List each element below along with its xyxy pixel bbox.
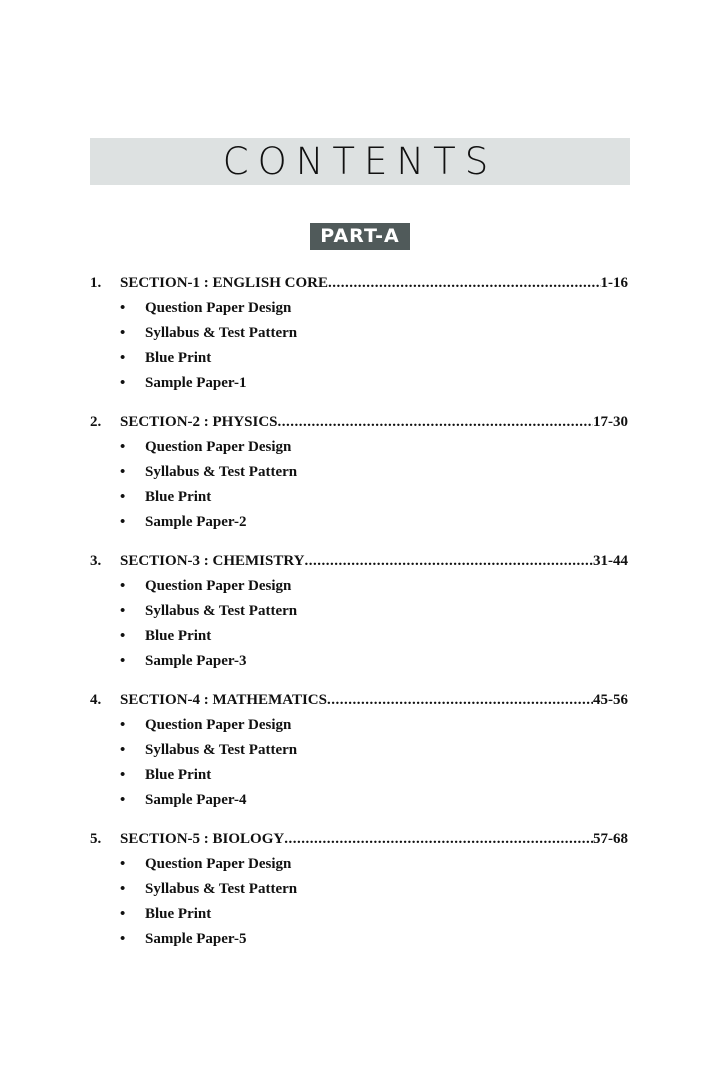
toc-section bbox=[90, 414, 628, 539]
toc-subitem bbox=[90, 628, 628, 653]
toc-subitem bbox=[90, 514, 628, 539]
toc-section bbox=[90, 831, 628, 956]
bullet-icon: • bbox=[120, 603, 126, 619]
subitem-label: Syllabus & Test Pattern bbox=[145, 881, 298, 897]
toc-subitem bbox=[90, 906, 628, 931]
subitem-label: Blue Print bbox=[145, 906, 212, 922]
toc-entry[interactable] bbox=[90, 414, 628, 439]
toc-subitem bbox=[90, 300, 628, 325]
bullet-icon: • bbox=[120, 514, 126, 530]
section-title: SECTION-2 : PHYSICS bbox=[120, 414, 278, 430]
subitem-label: Syllabus & Test Pattern bbox=[145, 742, 298, 758]
bullet-icon: • bbox=[120, 628, 126, 644]
bullet-icon: • bbox=[120, 767, 126, 783]
page-range: 31-44 bbox=[593, 553, 628, 569]
leader-dots bbox=[278, 414, 593, 431]
bullet-icon: • bbox=[120, 881, 126, 897]
section-number: 4. bbox=[90, 692, 102, 708]
subitem-label: Blue Print bbox=[145, 767, 212, 783]
subitem-label: Blue Print bbox=[145, 489, 212, 505]
bullet-icon: • bbox=[120, 906, 126, 922]
bullet-icon: • bbox=[120, 856, 126, 872]
subitem-label: Question Paper Design bbox=[145, 856, 292, 872]
section-title: SECTION-3 : CHEMISTRY bbox=[120, 553, 305, 569]
toc-subitem bbox=[90, 375, 628, 400]
bullet-icon: • bbox=[120, 300, 126, 316]
toc-section bbox=[90, 692, 628, 817]
subitem-label: Sample Paper-5 bbox=[145, 931, 247, 947]
bullet-icon: • bbox=[120, 464, 126, 480]
subitem-label: Syllabus & Test Pattern bbox=[145, 325, 298, 341]
toc-entry[interactable] bbox=[90, 692, 628, 717]
leader-dots bbox=[284, 831, 593, 848]
bullet-icon: • bbox=[120, 350, 126, 366]
part-label: PART-A bbox=[310, 223, 410, 250]
toc-subitem bbox=[90, 578, 628, 603]
toc-subitem bbox=[90, 717, 628, 742]
section-title: SECTION-1 : ENGLISH CORE bbox=[120, 275, 328, 291]
toc-subitem bbox=[90, 439, 628, 464]
toc-subitem bbox=[90, 881, 628, 906]
bullet-icon: • bbox=[120, 578, 126, 594]
section-title: SECTION-5 : BIOLOGY bbox=[120, 831, 285, 847]
section-number: 5. bbox=[90, 831, 102, 847]
leader-dots bbox=[327, 692, 593, 709]
section-title: SECTION-4 : MATHEMATICS bbox=[120, 692, 327, 708]
toc-subitem bbox=[90, 931, 628, 956]
toc-subitem bbox=[90, 325, 628, 350]
section-number: 1. bbox=[90, 275, 102, 291]
subitem-label: Syllabus & Test Pattern bbox=[145, 464, 298, 480]
subitem-label: Sample Paper-1 bbox=[145, 375, 247, 391]
toc-subitem bbox=[90, 603, 628, 628]
bullet-icon: • bbox=[120, 489, 126, 505]
toc-section bbox=[90, 553, 628, 678]
toc-entry[interactable] bbox=[90, 831, 628, 856]
section-number: 2. bbox=[90, 414, 102, 430]
subitem-label: Question Paper Design bbox=[145, 717, 292, 733]
subitem-label: Blue Print bbox=[145, 628, 212, 644]
toc-subitem bbox=[90, 350, 628, 375]
page-range: 57-68 bbox=[593, 831, 628, 847]
toc-entry[interactable] bbox=[90, 553, 628, 578]
bullet-icon: • bbox=[120, 792, 126, 808]
bullet-icon: • bbox=[120, 439, 126, 455]
toc-section bbox=[90, 275, 628, 400]
toc-subitem bbox=[90, 792, 628, 817]
subitem-label: Sample Paper-2 bbox=[145, 514, 247, 530]
bullet-icon: • bbox=[120, 931, 126, 947]
subitem-label: Question Paper Design bbox=[145, 300, 292, 316]
leader-dots bbox=[328, 275, 601, 292]
toc-entry[interactable] bbox=[90, 275, 628, 300]
subitem-label: Sample Paper-3 bbox=[145, 653, 247, 669]
leader-dots bbox=[305, 553, 594, 570]
toc-subitem bbox=[90, 767, 628, 792]
page-range: 45-56 bbox=[593, 692, 628, 708]
toc-subitem bbox=[90, 856, 628, 881]
subitem-label: Syllabus & Test Pattern bbox=[145, 603, 298, 619]
bullet-icon: • bbox=[120, 325, 126, 341]
toc-subitem bbox=[90, 653, 628, 678]
subitem-label: Sample Paper-4 bbox=[145, 792, 247, 808]
subitem-label: Question Paper Design bbox=[145, 578, 292, 594]
toc-subitem bbox=[90, 489, 628, 514]
page-range: 17-30 bbox=[593, 414, 628, 430]
page-title: CONTENTS bbox=[90, 138, 630, 185]
bullet-icon: • bbox=[120, 742, 126, 758]
toc-subitem bbox=[90, 742, 628, 767]
bullet-icon: • bbox=[120, 653, 126, 669]
bullet-icon: • bbox=[120, 375, 126, 391]
subitem-label: Blue Print bbox=[145, 350, 212, 366]
bullet-icon: • bbox=[120, 717, 126, 733]
page-range: 1-16 bbox=[600, 275, 628, 291]
toc-subitem bbox=[90, 464, 628, 489]
section-number: 3. bbox=[90, 553, 102, 569]
subitem-label: Question Paper Design bbox=[145, 439, 292, 455]
